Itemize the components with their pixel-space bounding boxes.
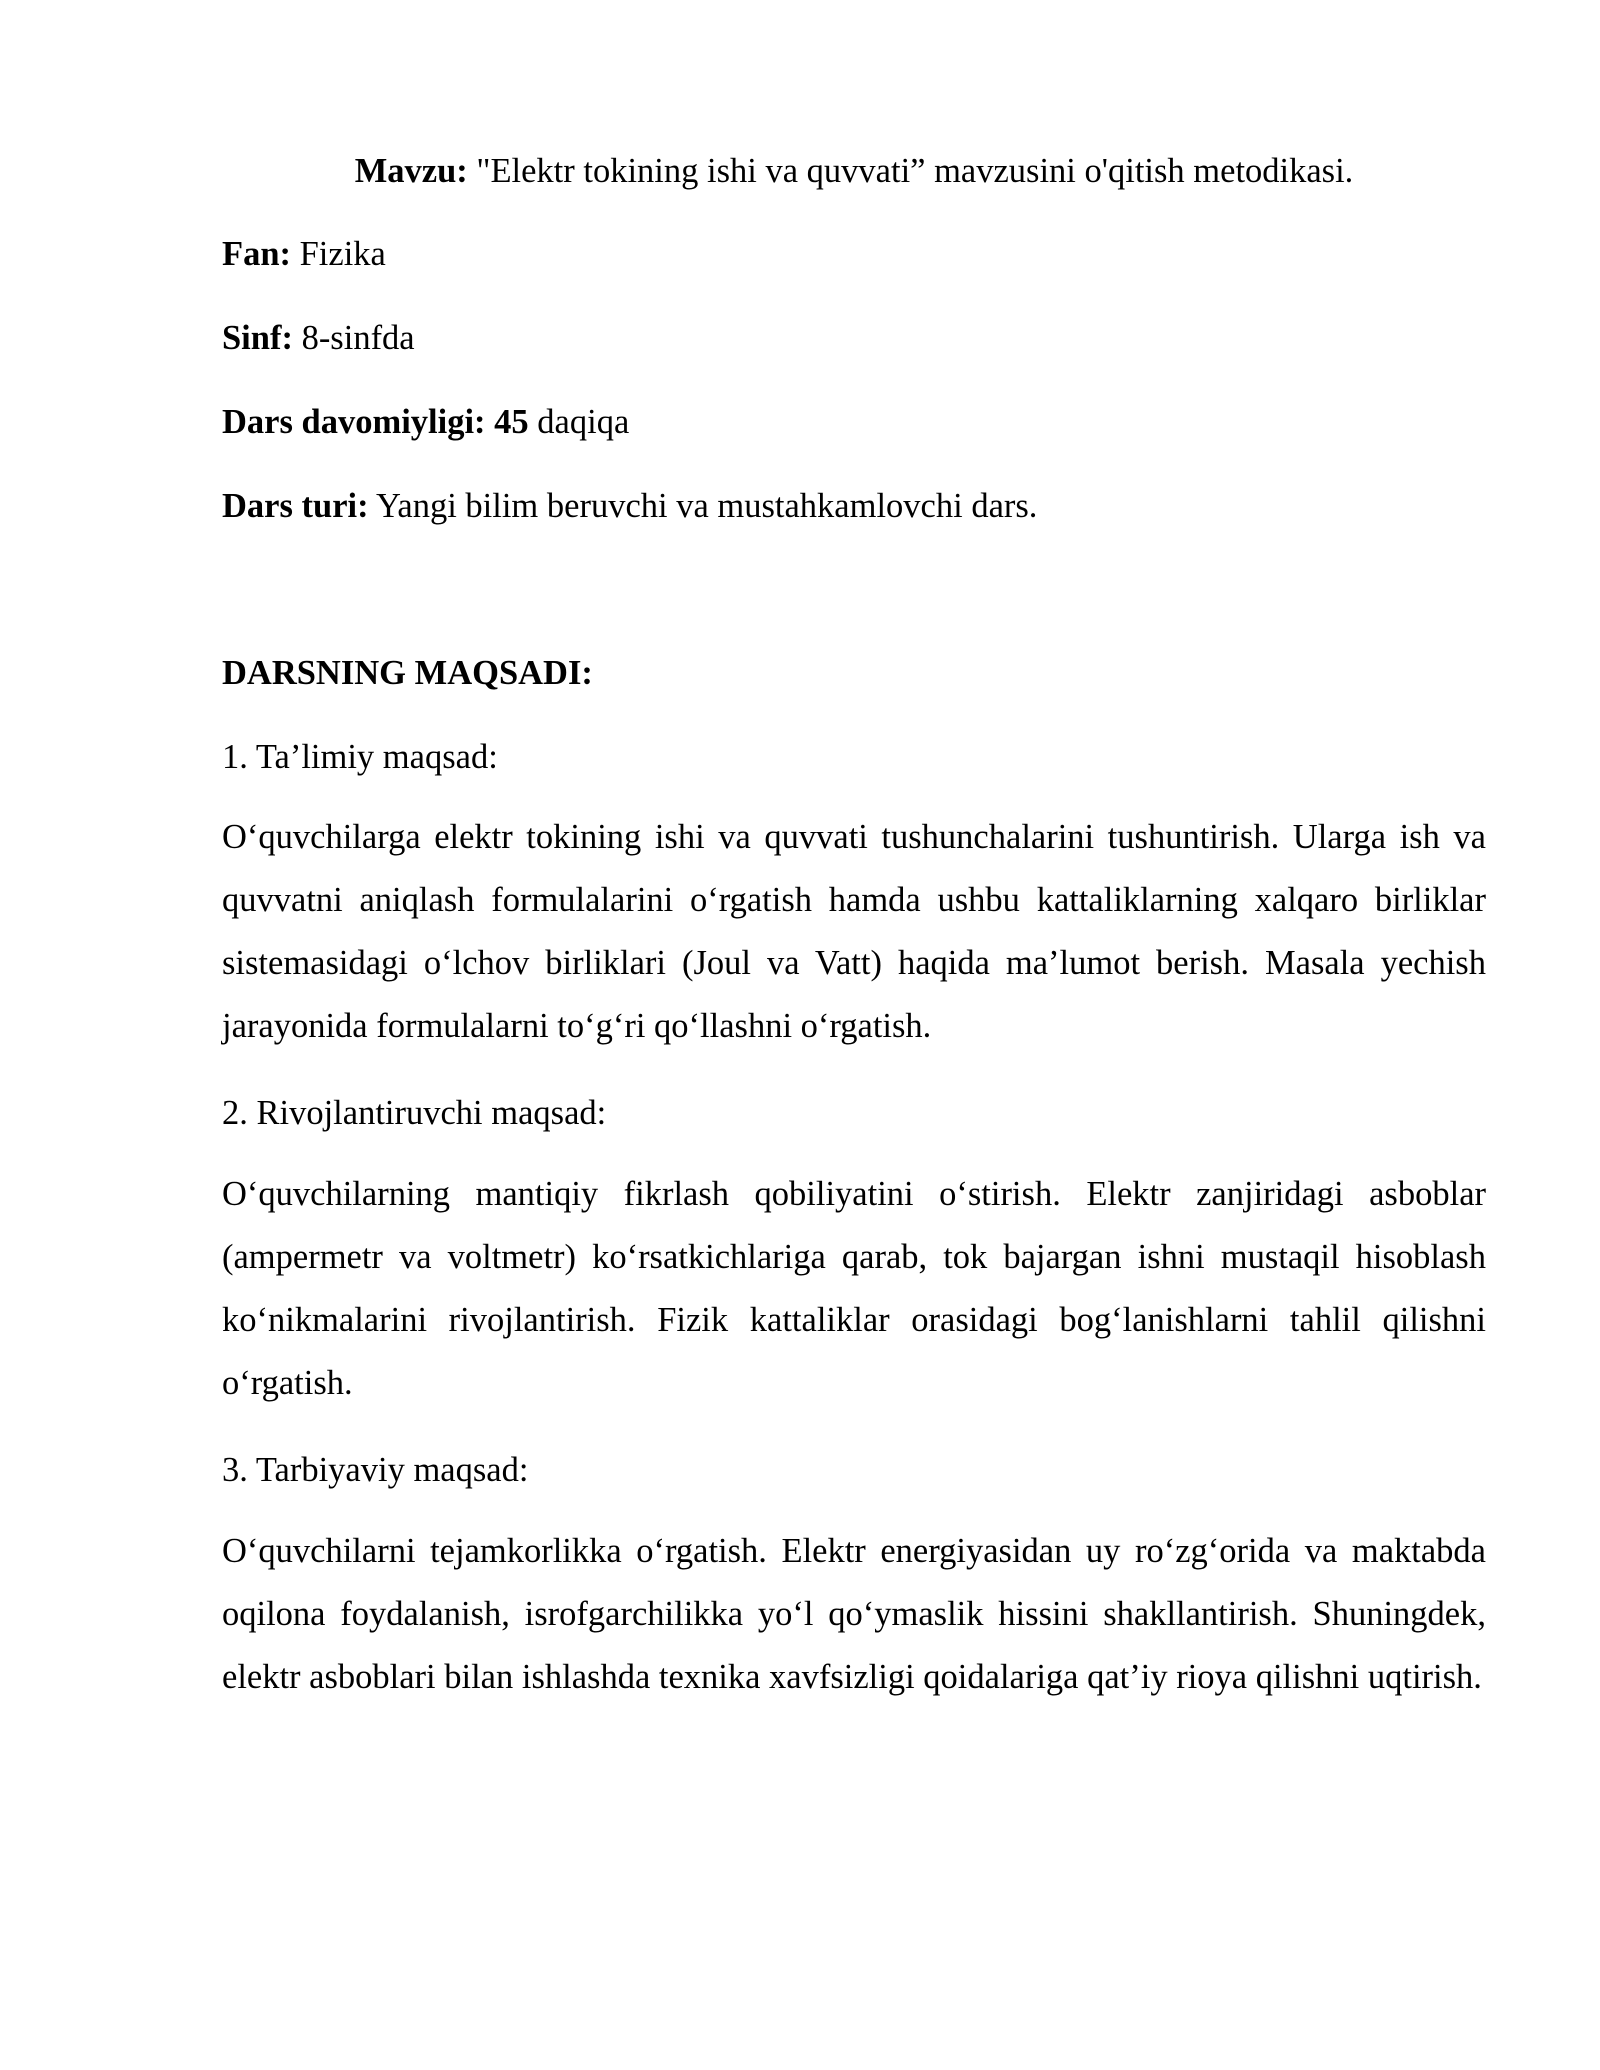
goal-title-educational: 1. Ta’limiy maqsad: [222,738,498,776]
subject-line [222,237,386,272]
subject-value: Fizika [291,235,386,273]
goal-title-developmental: 2. Rivojlantiruvchi maqsad: [222,1094,607,1132]
lesson-type-line [222,489,1037,524]
topic-value: "Elektr tokining ishi va quvvati” mavzusini o'qitish metodikasi. [467,152,1354,190]
goal-text-upbringing: O‘quvchilarni tejamkorlikka o‘rgatish. Elektr energiyasidan uy ro‘zg‘orida va maktabda oqilona foydalanish, isrofgarchilikka yo‘l qo‘ymaslik hissini shakllantirish. Shuningdek, elektr asboblari bilan ishlashda texnika xavfsizligi qoidalariga qat’iy rioya qilishni uqtirish. [222,1532,1486,1696]
goal-text-developmental: O‘quvchilarning mantiqiy fikrlash qobiliyatini o‘stirish. Elektr zanjiridagi asboblar (ampermetr va voltmetr) ko‘rsatkichlariga qarab, tok bajargan ishni mustaqil hisoblash ko‘nikmalarini rivojlantirish. Fizik kattaliklar orasidagi bog‘lanishlarni tahlil qilishni o‘rgatish. [222,1175,1486,1402]
topic-label: Mavzu: [354,152,468,190]
topic-line [222,154,1486,189]
duration-value: daqiqa [528,403,630,441]
goals-heading: DARSNING MAQSADI: [222,654,593,692]
lesson-type-value: Yangi bilim beruvchi va mustahkamlovchi dars. [368,487,1038,525]
grade-line [222,321,415,356]
duration-label: Dars davomiyligi: 45 [222,403,529,441]
duration-line [222,405,629,440]
goal-text-educational: O‘quvchilarga elektr tokining ishi va quvvati tushunchalarini tushuntirish. Ularga ish va quvvatni aniqlash formulalarini o‘rgatish hamda ushbu kattaliklarning xalqaro birliklar sistemasidagi o‘lchov birliklari (Joul va Vatt) haqida ma’lumot berish. Masala yechish jarayonida formulalarni to‘g‘ri qo‘llashni o‘rgatish. [222,818,1486,1045]
goal-title-upbringing: 3. Tarbiyaviy maqsad: [222,1451,529,1489]
lesson-type-label: Dars turi: [222,487,369,525]
subject-label: Fan: [222,235,291,273]
grade-label: Sinf: [222,319,293,357]
grade-value: 8-sinfda [292,319,415,357]
